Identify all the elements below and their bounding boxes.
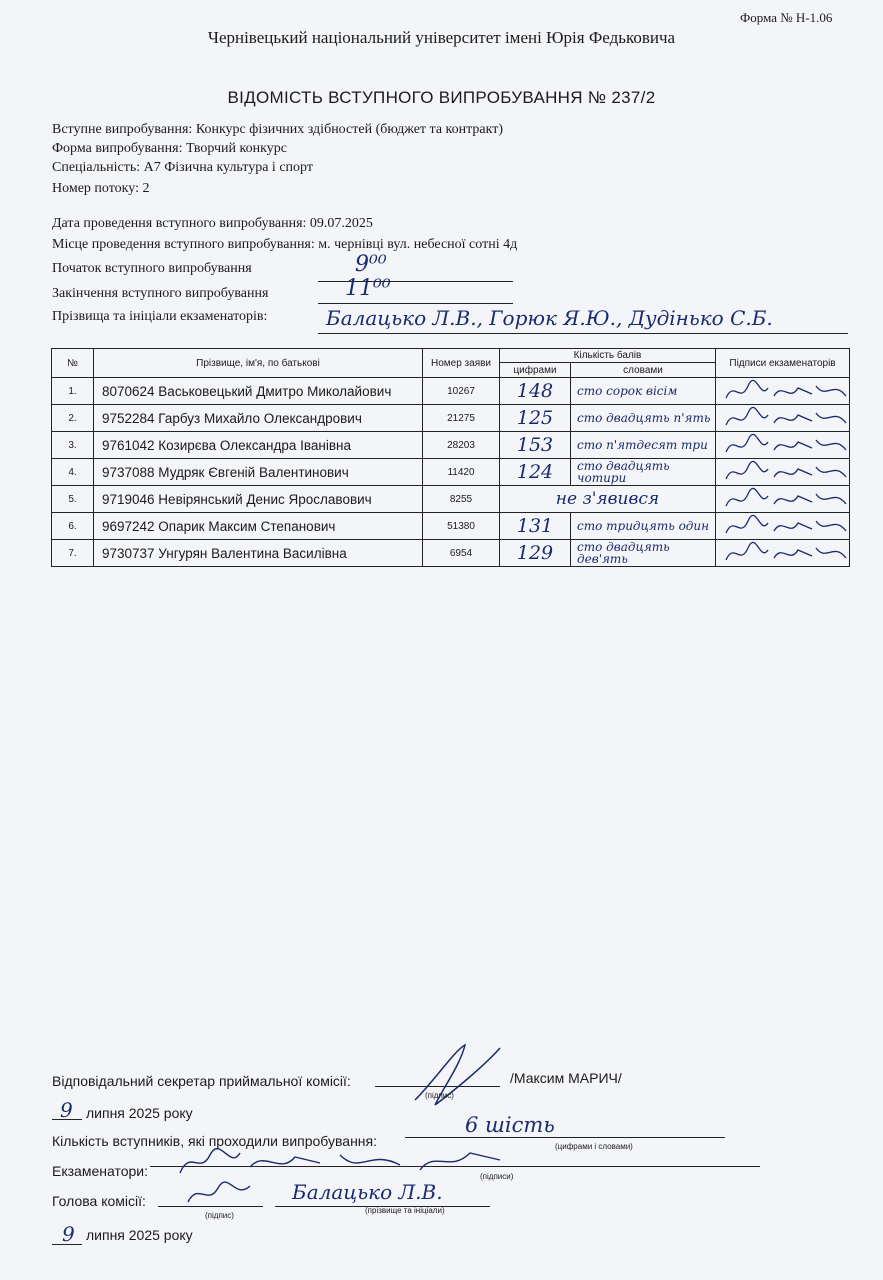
document-title: ВІДОМІСТЬ ВСТУПНОГО ВИПРОБУВАННЯ № 237/2 xyxy=(227,88,656,107)
results-table xyxy=(51,348,850,567)
chair-signature xyxy=(180,1178,260,1208)
chair-label: Голова комісії: xyxy=(52,1193,146,1209)
row-number: 3. xyxy=(52,432,94,459)
form-number: Форма № Н-1.06 xyxy=(740,10,833,25)
table-row xyxy=(52,432,850,459)
start-time: 9⁰⁰ xyxy=(355,252,387,277)
count-hint: (цифрами і словами) xyxy=(555,1142,633,1151)
exam-place: Місце проведення вступного випробування: м. чернівці вул. небесної сотні 4д xyxy=(52,237,518,252)
application-number: 6954 xyxy=(423,540,500,567)
count-value: 6 шість xyxy=(465,1113,555,1137)
row-number: 2. xyxy=(52,405,94,432)
date-day-2: 9 xyxy=(62,1222,75,1246)
applicant-name: 9697242 Опарик Максим Степанович xyxy=(94,513,423,540)
row-number: 4. xyxy=(52,459,94,486)
chair-name: Балацько Л.В. xyxy=(292,1180,443,1204)
table-row xyxy=(52,486,850,513)
examiners-signatures xyxy=(170,1145,530,1180)
application-number: 10267 xyxy=(423,378,500,405)
header-application: Номер заяви xyxy=(423,349,500,378)
application-number: 8255 xyxy=(423,486,500,513)
examiners-underline xyxy=(318,333,848,334)
score-words: сто п'ятдесят три xyxy=(571,432,716,459)
table-row xyxy=(52,378,850,405)
signature-image xyxy=(716,540,850,566)
chair-sign-hint: (підпис) xyxy=(205,1211,234,1220)
header-digits: цифрами xyxy=(500,363,571,378)
exam-date: Дата проведення вступного випробування: 09.07.2025 xyxy=(52,216,373,231)
secretary-name: /Максим МАРИЧ/ xyxy=(510,1070,622,1086)
end-label: Закінчення вступного випробування xyxy=(52,286,269,301)
specialty: Спеціальність: А7 Фізична культура і спорт xyxy=(52,160,313,175)
examiner-signatures xyxy=(716,486,850,513)
table-row xyxy=(52,459,850,486)
application-number: 51380 xyxy=(423,513,500,540)
header-num: № xyxy=(52,349,94,378)
score-absent-note: не з'явився xyxy=(500,486,716,513)
count-line xyxy=(405,1137,725,1138)
end-time: 11⁰⁰ xyxy=(345,276,391,301)
table-row xyxy=(52,540,850,567)
signature-image xyxy=(716,459,850,485)
application-number: 28203 xyxy=(423,432,500,459)
applicant-name: 9730737 Унгурян Валентина Василівна xyxy=(94,540,423,567)
header-score: Кількість балів xyxy=(500,349,716,363)
table-row xyxy=(52,405,850,432)
count-label: Кількість вступників, які проходили випробування: xyxy=(52,1133,378,1149)
row-number: 6. xyxy=(52,513,94,540)
row-number: 7. xyxy=(52,540,94,567)
signature-image xyxy=(716,405,850,431)
secretary-signature xyxy=(405,1040,505,1110)
start-label: Початок вступного випробування xyxy=(52,261,252,276)
header-signatures: Підписи екзаменаторів xyxy=(716,349,850,378)
examiner-signatures xyxy=(716,378,850,405)
applicant-name: 9737088 Мудряк Євгеній Валентинович xyxy=(94,459,423,486)
score-digits: 129 xyxy=(500,540,571,567)
examiner-signatures xyxy=(716,432,850,459)
examiners-names: Балацько Л.В., Горюк Я.Ю., Дудінько С.Б. xyxy=(326,306,773,330)
signature-image xyxy=(716,486,850,512)
secretary-label: Відповідальний секретар приймальної комісії: xyxy=(52,1073,351,1089)
exam-name: Вступне випробування: Конкурс фізичних здібностей (бюджет та контракт) xyxy=(52,122,504,137)
stream-number: Номер потоку: 2 xyxy=(52,181,150,196)
date-day-1: 9 xyxy=(60,1098,73,1122)
examiners-footer-hint: (підписи) xyxy=(480,1172,514,1181)
chair-name-hint: (прізвище та ініціали) xyxy=(365,1206,445,1215)
examiners-footer-label: Екзаменатори: xyxy=(52,1163,148,1179)
applicant-name: 8070624 Васьковецький Дмитро Миколайович xyxy=(94,378,423,405)
score-digits: 131 xyxy=(500,513,571,540)
application-number: 21275 xyxy=(423,405,500,432)
end-underline xyxy=(318,303,513,304)
score-digits: 148 xyxy=(500,378,571,405)
score-digits: 153 xyxy=(500,432,571,459)
exam-form: Форма випробування: Творчий конкурс xyxy=(52,141,287,156)
examiner-signatures xyxy=(716,540,850,567)
score-digits: 125 xyxy=(500,405,571,432)
examiner-signatures xyxy=(716,459,850,486)
score-words: сто двадцять п'ять xyxy=(571,405,716,432)
header-words: словами xyxy=(571,363,716,378)
date-rest-2: липня 2025 року xyxy=(86,1227,193,1243)
university-name: Чернівецький національний університет імені Юрія Федьковича xyxy=(207,28,676,47)
header-name: Прізвище, ім'я, по батькові xyxy=(94,349,423,378)
row-number: 5. xyxy=(52,486,94,513)
row-number: 1. xyxy=(52,378,94,405)
applicant-name: 9719046 Невірянський Денис Ярославович xyxy=(94,486,423,513)
applicant-name: 9752284 Гарбуз Михайло Олександрович xyxy=(94,405,423,432)
applicant-name: 9761042 Козирєва Олександра Іванівна xyxy=(94,432,423,459)
secretary-sign-hint: (підпис) xyxy=(425,1091,454,1100)
table-row xyxy=(52,513,850,540)
examiner-signatures xyxy=(716,405,850,432)
score-words: сто сорок вісім xyxy=(571,378,716,405)
score-words: сто двадцять чотири xyxy=(571,459,716,486)
signature-image xyxy=(716,378,850,404)
examiners-label: Прізвища та ініціали екзаменаторів: xyxy=(52,309,268,324)
signature-image xyxy=(716,432,850,458)
application-number: 11420 xyxy=(423,459,500,486)
score-digits: 124 xyxy=(500,459,571,486)
score-words: сто двадцять дев'ять xyxy=(571,540,716,567)
examiner-signatures xyxy=(716,513,850,540)
date-rest-1: липня 2025 року xyxy=(86,1105,193,1121)
signature-image xyxy=(716,513,850,539)
score-words: сто тридцять один xyxy=(571,513,716,540)
